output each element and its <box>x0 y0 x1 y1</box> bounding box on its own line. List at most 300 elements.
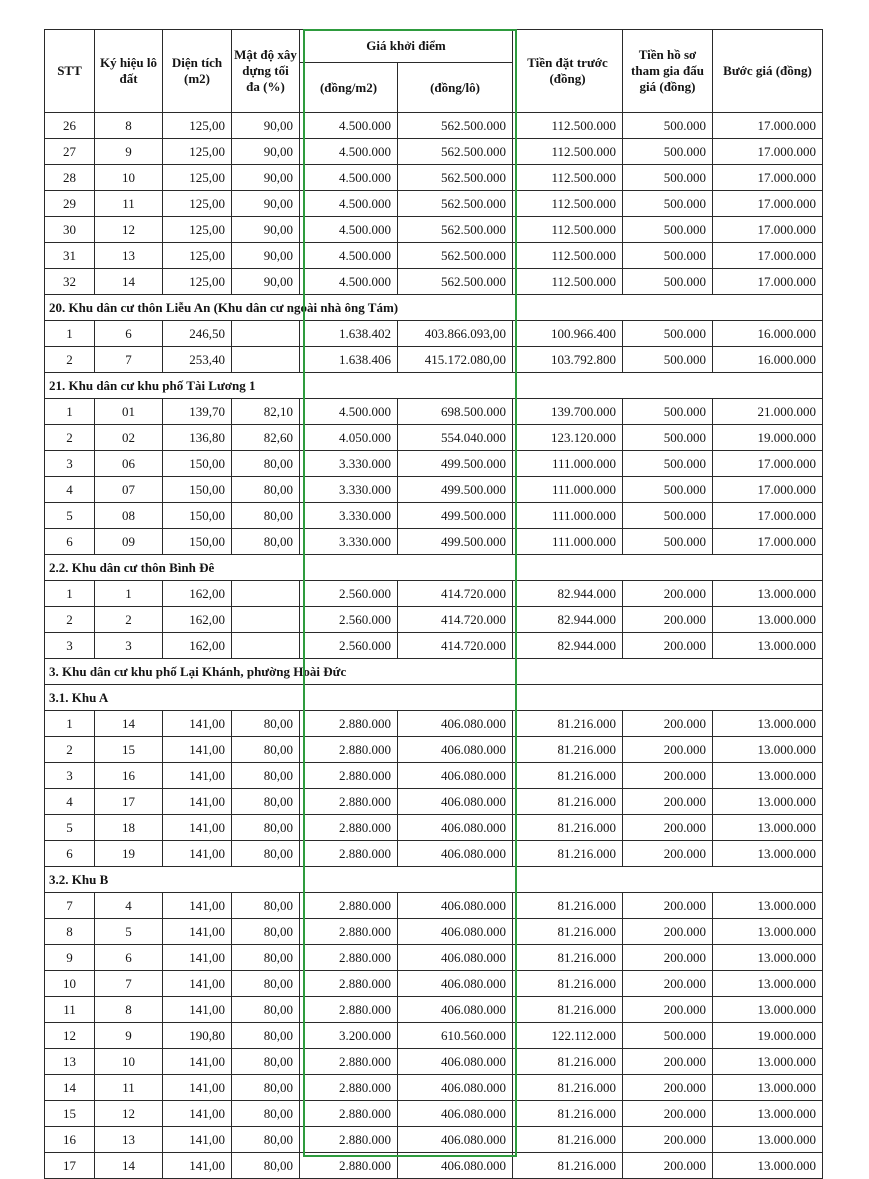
cell-gia-lo: 562.500.000 <box>398 113 513 139</box>
cell-ky-hieu: 19 <box>95 841 163 867</box>
cell-tien-dat-truoc: 123.120.000 <box>513 425 623 451</box>
cell-tien-dat-truoc: 81.216.000 <box>513 997 623 1023</box>
cell-tien-ho-so: 200.000 <box>623 711 713 737</box>
table-row <box>45 243 823 269</box>
cell-dien-tich: 162,00 <box>163 607 232 633</box>
cell-gia-lo: 406.080.000 <box>398 1101 513 1127</box>
cell-mat-do: 80,00 <box>232 841 300 867</box>
cell-gia-lo: 562.500.000 <box>398 165 513 191</box>
cell-gia-lo: 554.040.000 <box>398 425 513 451</box>
cell-tien-ho-so: 200.000 <box>623 789 713 815</box>
cell-buoc-gia: 13.000.000 <box>713 581 823 607</box>
cell-buoc-gia: 17.000.000 <box>713 529 823 555</box>
cell-mat-do: 80,00 <box>232 789 300 815</box>
header-gia-m2: (đồng/m2) <box>300 63 398 113</box>
cell-tien-ho-so: 200.000 <box>623 997 713 1023</box>
cell-stt: 27 <box>45 139 95 165</box>
cell-tien-ho-so: 200.000 <box>623 1075 713 1101</box>
cell-gia-m2: 2.880.000 <box>300 919 398 945</box>
cell-dien-tich: 141,00 <box>163 919 232 945</box>
cell-buoc-gia: 17.000.000 <box>713 165 823 191</box>
cell-tien-dat-truoc: 111.000.000 <box>513 451 623 477</box>
cell-gia-m2: 2.880.000 <box>300 789 398 815</box>
cell-mat-do: 80,00 <box>232 919 300 945</box>
cell-dien-tich: 246,50 <box>163 321 232 347</box>
cell-stt: 15 <box>45 1101 95 1127</box>
cell-dien-tich: 125,00 <box>163 243 232 269</box>
cell-gia-m2: 4.500.000 <box>300 191 398 217</box>
section-row <box>45 867 823 893</box>
cell-tien-ho-so: 500.000 <box>623 477 713 503</box>
cell-buoc-gia: 19.000.000 <box>713 1023 823 1049</box>
table-row <box>45 1127 823 1153</box>
cell-mat-do: 80,00 <box>232 763 300 789</box>
cell-buoc-gia: 13.000.000 <box>713 1075 823 1101</box>
cell-tien-ho-so: 500.000 <box>623 1023 713 1049</box>
table-row <box>45 945 823 971</box>
cell-ky-hieu: 16 <box>95 763 163 789</box>
cell-buoc-gia: 13.000.000 <box>713 737 823 763</box>
cell-tien-ho-so: 500.000 <box>623 425 713 451</box>
cell-dien-tich: 141,00 <box>163 1049 232 1075</box>
cell-tien-dat-truoc: 139.700.000 <box>513 399 623 425</box>
cell-dien-tich: 141,00 <box>163 945 232 971</box>
cell-tien-dat-truoc: 111.000.000 <box>513 477 623 503</box>
cell-mat-do: 90,00 <box>232 191 300 217</box>
cell-tien-dat-truoc: 82.944.000 <box>513 607 623 633</box>
cell-mat-do: 80,00 <box>232 1101 300 1127</box>
cell-dien-tich: 141,00 <box>163 1153 232 1179</box>
cell-tien-ho-so: 200.000 <box>623 971 713 997</box>
cell-tien-dat-truoc: 81.216.000 <box>513 1075 623 1101</box>
cell-buoc-gia: 13.000.000 <box>713 711 823 737</box>
cell-tien-dat-truoc: 81.216.000 <box>513 1153 623 1179</box>
cell-buoc-gia: 19.000.000 <box>713 425 823 451</box>
cell-gia-m2: 2.880.000 <box>300 1049 398 1075</box>
cell-dien-tich: 141,00 <box>163 1075 232 1101</box>
cell-ky-hieu: 1 <box>95 581 163 607</box>
cell-stt: 3 <box>45 633 95 659</box>
cell-stt: 3 <box>45 763 95 789</box>
cell-buoc-gia: 13.000.000 <box>713 919 823 945</box>
cell-gia-m2: 2.880.000 <box>300 815 398 841</box>
cell-stt: 13 <box>45 1049 95 1075</box>
cell-mat-do: 80,00 <box>232 711 300 737</box>
cell-ky-hieu: 13 <box>95 1127 163 1153</box>
cell-stt: 7 <box>45 893 95 919</box>
table-row <box>45 399 823 425</box>
cell-gia-lo: 406.080.000 <box>398 841 513 867</box>
table-row <box>45 269 823 295</box>
cell-dien-tich: 253,40 <box>163 347 232 373</box>
cell-mat-do: 80,00 <box>232 477 300 503</box>
cell-buoc-gia: 16.000.000 <box>713 321 823 347</box>
cell-tien-dat-truoc: 81.216.000 <box>513 1049 623 1075</box>
cell-gia-m2: 3.330.000 <box>300 503 398 529</box>
cell-tien-dat-truoc: 111.000.000 <box>513 503 623 529</box>
cell-gia-m2: 3.330.000 <box>300 529 398 555</box>
cell-gia-lo: 403.866.093,00 <box>398 321 513 347</box>
cell-tien-ho-so: 200.000 <box>623 633 713 659</box>
cell-gia-lo: 406.080.000 <box>398 971 513 997</box>
cell-stt: 1 <box>45 399 95 425</box>
cell-gia-lo: 406.080.000 <box>398 919 513 945</box>
cell-gia-m2: 4.500.000 <box>300 243 398 269</box>
cell-gia-m2: 2.880.000 <box>300 737 398 763</box>
cell-mat-do: 80,00 <box>232 503 300 529</box>
header-mat-do: Mật độ xây dựng tối đa (%) <box>232 30 300 113</box>
cell-mat-do: 90,00 <box>232 269 300 295</box>
section-row <box>45 295 823 321</box>
cell-gia-lo: 698.500.000 <box>398 399 513 425</box>
cell-dien-tich: 125,00 <box>163 165 232 191</box>
cell-stt: 28 <box>45 165 95 191</box>
table-row <box>45 763 823 789</box>
cell-dien-tich: 136,80 <box>163 425 232 451</box>
cell-stt: 17 <box>45 1153 95 1179</box>
cell-tien-ho-so: 200.000 <box>623 1101 713 1127</box>
cell-gia-m2: 2.880.000 <box>300 763 398 789</box>
cell-ky-hieu: 7 <box>95 971 163 997</box>
cell-mat-do: 80,00 <box>232 997 300 1023</box>
cell-dien-tich: 141,00 <box>163 789 232 815</box>
cell-mat-do: 80,00 <box>232 815 300 841</box>
cell-buoc-gia: 13.000.000 <box>713 1049 823 1075</box>
cell-tien-dat-truoc: 112.500.000 <box>513 269 623 295</box>
header-gia-lo: (đồng/lô) <box>398 63 513 113</box>
cell-ky-hieu: 13 <box>95 243 163 269</box>
cell-tien-ho-so: 500.000 <box>623 321 713 347</box>
table-row <box>45 919 823 945</box>
cell-tien-ho-so: 200.000 <box>623 581 713 607</box>
table-row <box>45 1049 823 1075</box>
cell-buoc-gia: 21.000.000 <box>713 399 823 425</box>
cell-dien-tich: 162,00 <box>163 633 232 659</box>
cell-gia-lo: 499.500.000 <box>398 451 513 477</box>
cell-ky-hieu: 8 <box>95 997 163 1023</box>
table-body <box>45 113 823 1179</box>
cell-tien-ho-so: 200.000 <box>623 763 713 789</box>
cell-stt: 6 <box>45 529 95 555</box>
cell-dien-tich: 190,80 <box>163 1023 232 1049</box>
cell-dien-tich: 150,00 <box>163 503 232 529</box>
cell-stt: 30 <box>45 217 95 243</box>
cell-stt: 4 <box>45 789 95 815</box>
section-title: 3. Khu dân cư khu phố Lại Khánh, phường Hoài Đức <box>45 659 823 685</box>
cell-stt: 2 <box>45 737 95 763</box>
cell-stt: 5 <box>45 815 95 841</box>
cell-tien-dat-truoc: 81.216.000 <box>513 763 623 789</box>
cell-tien-dat-truoc: 122.112.000 <box>513 1023 623 1049</box>
cell-stt: 2 <box>45 607 95 633</box>
cell-gia-m2: 4.500.000 <box>300 165 398 191</box>
cell-buoc-gia: 13.000.000 <box>713 789 823 815</box>
cell-gia-m2: 2.560.000 <box>300 581 398 607</box>
cell-ky-hieu: 6 <box>95 321 163 347</box>
cell-dien-tich: 125,00 <box>163 191 232 217</box>
cell-tien-ho-so: 500.000 <box>623 191 713 217</box>
cell-tien-ho-so: 500.000 <box>623 113 713 139</box>
cell-stt: 31 <box>45 243 95 269</box>
cell-tien-ho-so: 500.000 <box>623 269 713 295</box>
cell-dien-tich: 125,00 <box>163 113 232 139</box>
cell-gia-lo: 562.500.000 <box>398 243 513 269</box>
cell-tien-ho-so: 500.000 <box>623 165 713 191</box>
table-row <box>45 607 823 633</box>
cell-tien-ho-so: 200.000 <box>623 1153 713 1179</box>
table-row <box>45 893 823 919</box>
cell-ky-hieu: 15 <box>95 737 163 763</box>
cell-dien-tich: 141,00 <box>163 763 232 789</box>
cell-gia-lo: 499.500.000 <box>398 529 513 555</box>
cell-mat-do: 80,00 <box>232 451 300 477</box>
cell-buoc-gia: 16.000.000 <box>713 347 823 373</box>
cell-gia-m2: 3.330.000 <box>300 451 398 477</box>
cell-buoc-gia: 13.000.000 <box>713 1101 823 1127</box>
cell-mat-do: 80,00 <box>232 1023 300 1049</box>
cell-ky-hieu: 02 <box>95 425 163 451</box>
cell-mat-do <box>232 581 300 607</box>
section-row <box>45 373 823 399</box>
cell-buoc-gia: 13.000.000 <box>713 1153 823 1179</box>
cell-dien-tich: 125,00 <box>163 217 232 243</box>
cell-mat-do: 90,00 <box>232 217 300 243</box>
cell-ky-hieu: 10 <box>95 165 163 191</box>
cell-ky-hieu: 11 <box>95 1075 163 1101</box>
cell-stt: 6 <box>45 841 95 867</box>
table-row <box>45 165 823 191</box>
cell-dien-tich: 125,00 <box>163 139 232 165</box>
cell-ky-hieu: 06 <box>95 451 163 477</box>
cell-buoc-gia: 17.000.000 <box>713 139 823 165</box>
cell-buoc-gia: 17.000.000 <box>713 113 823 139</box>
cell-tien-ho-so: 200.000 <box>623 919 713 945</box>
cell-gia-m2: 1.638.406 <box>300 347 398 373</box>
cell-gia-lo: 406.080.000 <box>398 711 513 737</box>
cell-tien-ho-so: 500.000 <box>623 139 713 165</box>
cell-tien-ho-so: 500.000 <box>623 217 713 243</box>
cell-dien-tich: 141,00 <box>163 815 232 841</box>
cell-gia-lo: 562.500.000 <box>398 217 513 243</box>
cell-gia-lo: 610.560.000 <box>398 1023 513 1049</box>
cell-dien-tich: 141,00 <box>163 841 232 867</box>
cell-gia-lo: 562.500.000 <box>398 191 513 217</box>
cell-mat-do <box>232 347 300 373</box>
cell-buoc-gia: 13.000.000 <box>713 763 823 789</box>
auction-price-table <box>44 29 823 1179</box>
cell-mat-do: 80,00 <box>232 737 300 763</box>
cell-gia-lo: 406.080.000 <box>398 1153 513 1179</box>
cell-buoc-gia: 13.000.000 <box>713 841 823 867</box>
table-row <box>45 815 823 841</box>
cell-dien-tich: 141,00 <box>163 997 232 1023</box>
cell-tien-ho-so: 500.000 <box>623 243 713 269</box>
cell-gia-m2: 2.880.000 <box>300 1153 398 1179</box>
cell-dien-tich: 141,00 <box>163 1127 232 1153</box>
cell-buoc-gia: 13.000.000 <box>713 815 823 841</box>
cell-stt: 11 <box>45 997 95 1023</box>
cell-tien-dat-truoc: 82.944.000 <box>513 581 623 607</box>
section-row <box>45 555 823 581</box>
cell-dien-tich: 150,00 <box>163 477 232 503</box>
cell-dien-tich: 141,00 <box>163 737 232 763</box>
cell-tien-dat-truoc: 81.216.000 <box>513 711 623 737</box>
cell-tien-dat-truoc: 81.216.000 <box>513 945 623 971</box>
cell-buoc-gia: 17.000.000 <box>713 191 823 217</box>
section-row <box>45 685 823 711</box>
cell-mat-do: 80,00 <box>232 1153 300 1179</box>
cell-stt: 8 <box>45 919 95 945</box>
cell-ky-hieu: 6 <box>95 945 163 971</box>
cell-ky-hieu: 07 <box>95 477 163 503</box>
cell-stt: 29 <box>45 191 95 217</box>
cell-buoc-gia: 17.000.000 <box>713 451 823 477</box>
cell-gia-m2: 2.560.000 <box>300 633 398 659</box>
table-row <box>45 1153 823 1179</box>
cell-mat-do <box>232 321 300 347</box>
cell-stt: 1 <box>45 711 95 737</box>
cell-ky-hieu: 14 <box>95 269 163 295</box>
table-row <box>45 347 823 373</box>
cell-gia-lo: 406.080.000 <box>398 945 513 971</box>
cell-buoc-gia: 13.000.000 <box>713 945 823 971</box>
cell-gia-m2: 2.880.000 <box>300 711 398 737</box>
table-row <box>45 425 823 451</box>
cell-tien-ho-so: 200.000 <box>623 893 713 919</box>
cell-gia-lo: 406.080.000 <box>398 737 513 763</box>
cell-mat-do: 80,00 <box>232 1075 300 1101</box>
header-tien-dat-truoc: Tiền đặt trước (đồng) <box>513 30 623 113</box>
cell-ky-hieu: 01 <box>95 399 163 425</box>
table-row <box>45 1101 823 1127</box>
cell-buoc-gia: 17.000.000 <box>713 503 823 529</box>
cell-gia-m2: 4.050.000 <box>300 425 398 451</box>
cell-tien-ho-so: 200.000 <box>623 841 713 867</box>
cell-mat-do: 90,00 <box>232 243 300 269</box>
cell-ky-hieu: 12 <box>95 1101 163 1127</box>
cell-dien-tich: 141,00 <box>163 893 232 919</box>
cell-mat-do: 82,60 <box>232 425 300 451</box>
header-ky-hieu: Ký hiệu lô đất <box>95 30 163 113</box>
cell-gia-m2: 4.500.000 <box>300 139 398 165</box>
cell-gia-m2: 2.880.000 <box>300 893 398 919</box>
cell-ky-hieu: 2 <box>95 607 163 633</box>
table-row <box>45 139 823 165</box>
table-row <box>45 503 823 529</box>
cell-gia-lo: 414.720.000 <box>398 581 513 607</box>
section-title: 3.2. Khu B <box>45 867 823 893</box>
cell-tien-ho-so: 500.000 <box>623 529 713 555</box>
cell-ky-hieu: 14 <box>95 711 163 737</box>
cell-tien-dat-truoc: 81.216.000 <box>513 815 623 841</box>
cell-dien-tich: 139,70 <box>163 399 232 425</box>
cell-gia-m2: 2.880.000 <box>300 945 398 971</box>
cell-gia-lo: 562.500.000 <box>398 139 513 165</box>
cell-mat-do: 90,00 <box>232 165 300 191</box>
header-tien-ho-so: Tiền hồ sơ tham gia đấu giá (đồng) <box>623 30 713 113</box>
cell-gia-m2: 4.500.000 <box>300 399 398 425</box>
cell-buoc-gia: 17.000.000 <box>713 243 823 269</box>
cell-tien-dat-truoc: 103.792.800 <box>513 347 623 373</box>
table-row <box>45 711 823 737</box>
cell-tien-dat-truoc: 112.500.000 <box>513 243 623 269</box>
cell-dien-tich: 141,00 <box>163 971 232 997</box>
cell-gia-m2: 4.500.000 <box>300 113 398 139</box>
cell-tien-dat-truoc: 81.216.000 <box>513 893 623 919</box>
cell-gia-lo: 414.720.000 <box>398 607 513 633</box>
cell-tien-ho-so: 500.000 <box>623 347 713 373</box>
cell-dien-tich: 150,00 <box>163 451 232 477</box>
cell-buoc-gia: 13.000.000 <box>713 893 823 919</box>
section-title: 3.1. Khu A <box>45 685 823 711</box>
cell-gia-m2: 2.880.000 <box>300 997 398 1023</box>
cell-tien-dat-truoc: 111.000.000 <box>513 529 623 555</box>
cell-tien-dat-truoc: 112.500.000 <box>513 217 623 243</box>
cell-mat-do <box>232 633 300 659</box>
table-row <box>45 581 823 607</box>
cell-buoc-gia: 13.000.000 <box>713 1127 823 1153</box>
cell-ky-hieu: 3 <box>95 633 163 659</box>
cell-ky-hieu: 17 <box>95 789 163 815</box>
cell-ky-hieu: 7 <box>95 347 163 373</box>
cell-tien-ho-so: 200.000 <box>623 815 713 841</box>
table-row <box>45 841 823 867</box>
cell-ky-hieu: 5 <box>95 919 163 945</box>
cell-gia-m2: 2.880.000 <box>300 841 398 867</box>
section-row <box>45 659 823 685</box>
cell-dien-tich: 150,00 <box>163 529 232 555</box>
cell-gia-m2: 2.880.000 <box>300 1127 398 1153</box>
cell-gia-m2: 3.330.000 <box>300 477 398 503</box>
header-stt: STT <box>45 30 95 113</box>
cell-buoc-gia: 13.000.000 <box>713 607 823 633</box>
cell-gia-m2: 1.638.402 <box>300 321 398 347</box>
cell-tien-ho-so: 200.000 <box>623 945 713 971</box>
cell-buoc-gia: 17.000.000 <box>713 217 823 243</box>
cell-buoc-gia: 13.000.000 <box>713 971 823 997</box>
section-title: 21. Khu dân cư khu phố Tài Lương 1 <box>45 373 823 399</box>
cell-tien-dat-truoc: 81.216.000 <box>513 737 623 763</box>
cell-gia-m2: 3.200.000 <box>300 1023 398 1049</box>
cell-ky-hieu: 10 <box>95 1049 163 1075</box>
cell-stt: 1 <box>45 321 95 347</box>
cell-tien-ho-so: 200.000 <box>623 737 713 763</box>
cell-stt: 16 <box>45 1127 95 1153</box>
cell-gia-lo: 406.080.000 <box>398 893 513 919</box>
cell-stt: 26 <box>45 113 95 139</box>
cell-stt: 1 <box>45 581 95 607</box>
cell-mat-do: 80,00 <box>232 893 300 919</box>
cell-dien-tich: 125,00 <box>163 269 232 295</box>
cell-stt: 2 <box>45 347 95 373</box>
cell-buoc-gia: 17.000.000 <box>713 269 823 295</box>
table-row <box>45 633 823 659</box>
cell-gia-m2: 2.880.000 <box>300 971 398 997</box>
cell-ky-hieu: 9 <box>95 1023 163 1049</box>
cell-mat-do: 80,00 <box>232 1127 300 1153</box>
cell-tien-dat-truoc: 81.216.000 <box>513 971 623 997</box>
table-row <box>45 451 823 477</box>
cell-tien-ho-so: 500.000 <box>623 503 713 529</box>
table-row <box>45 113 823 139</box>
table-row <box>45 217 823 243</box>
cell-ky-hieu: 09 <box>95 529 163 555</box>
cell-gia-m2: 2.880.000 <box>300 1101 398 1127</box>
cell-stt: 5 <box>45 503 95 529</box>
table-row <box>45 737 823 763</box>
cell-buoc-gia: 13.000.000 <box>713 997 823 1023</box>
cell-buoc-gia: 13.000.000 <box>713 633 823 659</box>
